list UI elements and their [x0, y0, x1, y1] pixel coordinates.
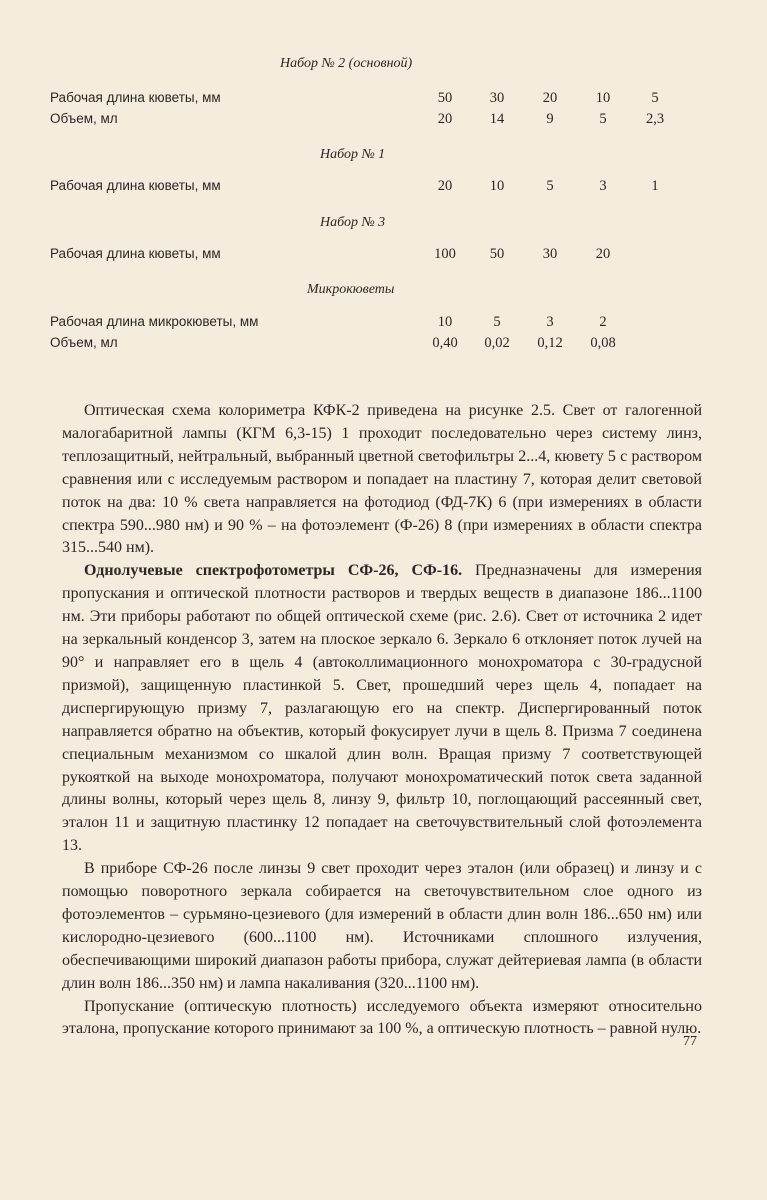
cell-value: 1 — [651, 178, 659, 194]
cell-value: 20 — [437, 111, 453, 127]
cell-value: 0,12 — [537, 335, 563, 351]
cell-value: 0,02 — [484, 335, 510, 351]
cell-value: 20 — [437, 178, 453, 194]
set-title-1: Набор № 1 — [320, 147, 386, 162]
cell-value: 30 — [489, 90, 505, 106]
cell-value: 0,08 — [590, 335, 616, 351]
set-title-3: Набор № 3 — [320, 215, 386, 230]
cell-value: 5 — [651, 90, 659, 106]
cell-value: 10 — [437, 314, 453, 330]
paragraph: Оптическая схема колориметра КФК-2 приведена на рисунке 2.5. Свет от галогенной малогабаритной лампы (КГМ 6,3-15) 1 проходит последовательно через систему линз, теплозащитный, нейтральный, выбранный цветной светофильтры 2...4, кювету 5 с раствором сравнения или с исследуемым раствором и попадает на пластину 7, которая делит световой поток на два: 10 % света направляется на фотодиод (ФД-7К) 6 (при измерениях в области спектра 590...980 нм) и 90 % – на фотоэлемент (Ф-26) 8 (при измерениях в области спектра 315...540 нм). — [62, 402, 702, 557]
cell-value: 100 — [434, 246, 456, 262]
paragraph: В приборе СФ-26 после линзы 9 свет проходит через эталон (или образец) и линзу и с помощью поворотного зеркала собирается на светочувствительном слое одного из фотоэлементов – сурьмяно-цезиевого (для измерений в области длин волн 186...650 нм) или кислородно-цезиевого (600...1100 нм). Источниками сплошного излучения, обеспечивающими широкий диапазон работы прибора, служат дейтериевая лампа (в области длин волн 186...350 нм) и лампа накаливания (320...1100 нм). — [62, 860, 702, 992]
cell-value: 0,40 — [432, 335, 458, 351]
paragraph — [62, 560, 702, 858]
cell-value: 50 — [437, 90, 453, 106]
row-label: Рабочая длина кюветы, мм — [50, 246, 221, 261]
cell-value: 14 — [489, 111, 505, 127]
set-title-main: Набор № 2 (основной) — [280, 56, 413, 71]
set-title-micro: Микрокюветы — [307, 282, 395, 297]
table-row — [50, 90, 690, 110]
cell-value: 5 — [493, 314, 501, 330]
cell-value: 10 — [489, 178, 505, 194]
paragraph: Пропускание (оптическую плотность) исследуемого объекта измеряют относительно эталона, пропускание которого принимают за 100 %, а оптическую плотность – равной нулю. — [62, 997, 702, 1038]
row-label: Объем, мл — [50, 335, 118, 350]
table-row — [50, 178, 690, 198]
cell-value: 5 — [599, 111, 607, 127]
table-row — [50, 111, 690, 131]
row-label: Объем, мл — [50, 111, 118, 126]
body-text — [62, 400, 702, 1041]
cell-value: 2,3 — [645, 111, 665, 127]
cell-value: 20 — [595, 246, 611, 262]
paragraph-text: Предназначены для измерения пропускания и оптической плотности растворов и твердых веществ в диапазоне 186...1100 нм. Эти приборы работают по общей оптической схеме (рис. 2.6). Свет от источника 2 идет на зеркальный конденсор 3, затем на плоское зеркало 6. Зеркало 6 отклоняет поток лучей на 90° и направляет его в щель 4 (автоколлимационного монохроматора с 30-градусной призмой), защищенную пластинкой 5. Свет, прошедший через щель 4, попадает на диспергирующую призму 7, разлагающую его на спектр. Диспергированный поток направляется обратно на объектив, который фокусирует лучи в щель 8. Призма 7 соединена специальным механизмом со шкалой длин волн. Вращая призму 7 соответствующей рукояткой на выходе монохроматора, получают монохроматический поток света заданной длины волны, который через щель 8, линзу 9, фильтр 10, поглощающий рассеянный свет, эталон 11 и защитную пластинку 12 попадает на светочувствительный слой фотоэлемента 13. — [62, 562, 702, 855]
cell-value: 20 — [542, 90, 558, 106]
row-label: Рабочая длина кюветы, мм — [50, 178, 221, 193]
paragraph-heading: Однолучевые спектрофотометры СФ-26, СФ-16. — [84, 562, 463, 580]
cell-value: 30 — [542, 246, 558, 262]
cell-value: 9 — [546, 111, 554, 127]
row-label: Рабочая длина кюветы, мм — [50, 90, 221, 105]
cell-value: 3 — [546, 314, 554, 330]
cell-value: 50 — [489, 246, 505, 262]
page-number: 77 — [683, 1034, 697, 1049]
cell-value: 3 — [599, 178, 607, 194]
cell-value: 10 — [595, 90, 611, 106]
table-row — [50, 314, 690, 334]
table-row — [50, 335, 690, 355]
cell-value: 5 — [546, 178, 554, 194]
cell-value: 2 — [599, 314, 607, 330]
table-row — [50, 246, 690, 266]
row-label: Рабочая длина микрокюветы, мм — [50, 314, 259, 329]
